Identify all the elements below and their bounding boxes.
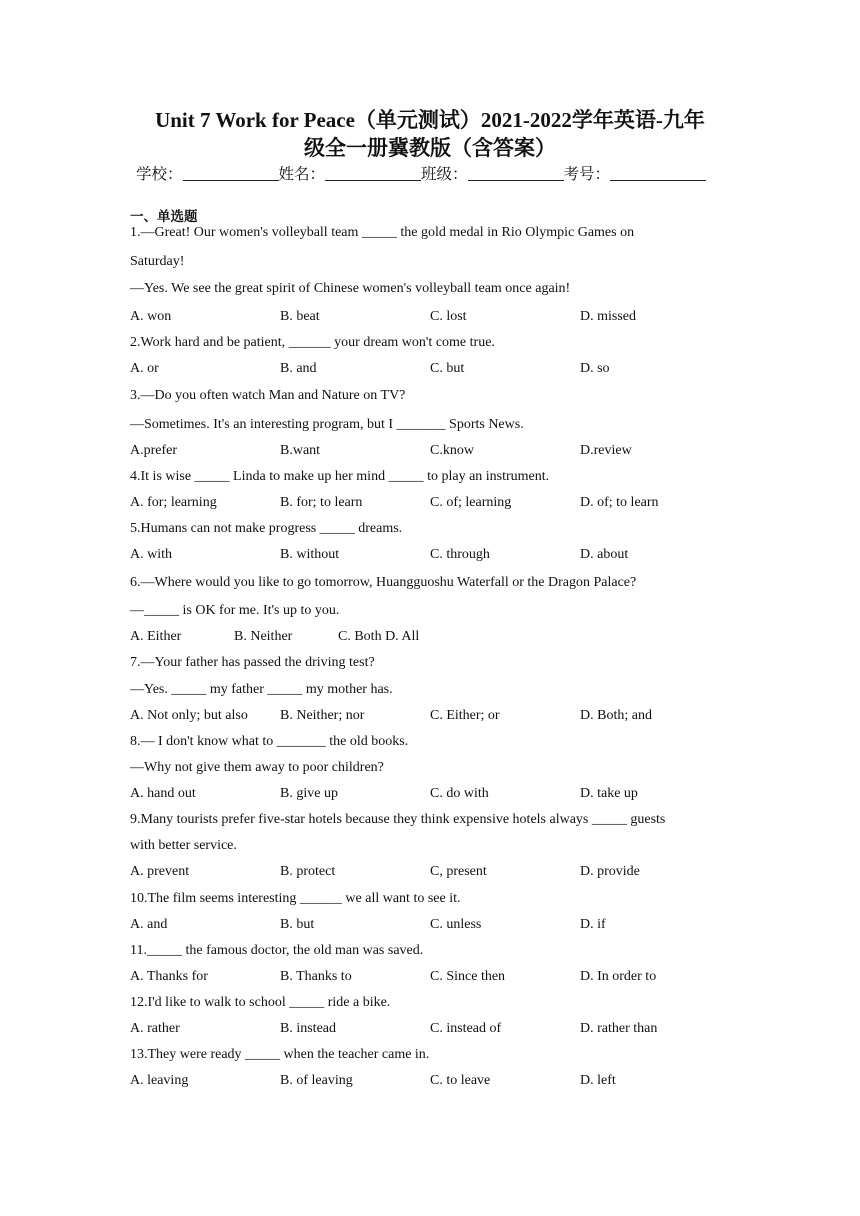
- option-c: C. lost: [430, 309, 467, 324]
- name-blank[interactable]: [325, 164, 421, 181]
- option-d: D. about: [580, 547, 629, 562]
- section-title: 一、单选题: [130, 209, 198, 224]
- option-a: A. or: [130, 361, 159, 376]
- option-a: A. and: [130, 917, 168, 932]
- option-c: C. instead of: [430, 1021, 502, 1036]
- exam-title-line-1: Unit 7 Work for Peace（单元测试）2021-2022学年英语-九年: [155, 108, 705, 132]
- option-a: A. hand out: [130, 786, 196, 801]
- question-line: 2.Work hard and be patient, ______ your dream won't come true.: [130, 335, 495, 350]
- student-info-row: [136, 162, 706, 184]
- question-line: 11._____ the famous doctor, the old man was saved.: [130, 943, 424, 958]
- option-c: C. Since then: [430, 969, 506, 984]
- option-c: C. unless: [430, 917, 482, 932]
- option-d: D. if: [580, 917, 606, 932]
- exam-number-label: 考号：: [563, 166, 611, 183]
- option-a: A. prevent: [130, 864, 190, 879]
- option-c: C.know: [430, 443, 474, 458]
- option-d: D. In order to: [580, 969, 657, 984]
- question-line: 13.They were ready _____ when the teacher came in.: [130, 1047, 430, 1062]
- option-a: A. Either: [130, 629, 182, 644]
- option-b: B. protect: [280, 864, 336, 879]
- option-d: D.review: [580, 443, 632, 458]
- option-d: D. missed: [580, 309, 636, 324]
- option-c: C, present: [430, 864, 487, 879]
- option-b: B. Neither; nor: [280, 708, 365, 723]
- question-line: 10.The film seems interesting ______ we all want to see it.: [130, 891, 461, 906]
- option-d: D. Both; and: [580, 708, 652, 723]
- class-blank[interactable]: [468, 164, 564, 181]
- question-line: —Sometimes. It's an interesting program, but I _______ Sports News.: [130, 417, 524, 432]
- option-b: B. beat: [280, 309, 320, 324]
- option-c-d: C. Both D. All: [338, 629, 420, 644]
- option-a: A. for; learning: [130, 495, 217, 510]
- option-d: D. rather than: [580, 1021, 658, 1036]
- question-line: —Yes. We see the great spirit of Chinese women's volleyball team once again!: [130, 281, 571, 296]
- option-b: B. of leaving: [280, 1073, 353, 1088]
- exam-number-blank[interactable]: [610, 164, 706, 181]
- question-line: Saturday!: [130, 254, 185, 269]
- option-c: C. through: [430, 547, 490, 562]
- question-line: —Yes. _____ my father _____ my mother has.: [130, 682, 393, 697]
- option-d: D. so: [580, 361, 610, 376]
- option-c: C. to leave: [430, 1073, 491, 1088]
- option-b: B.want: [280, 443, 321, 458]
- option-b: B. but: [280, 917, 315, 932]
- option-b: B. give up: [280, 786, 338, 801]
- exam-title-line-2: 级全一册冀教版（含答案）: [304, 136, 556, 160]
- option-a: A.prefer: [130, 443, 178, 458]
- option-a: A. with: [130, 547, 172, 562]
- school-blank[interactable]: [183, 164, 279, 181]
- option-b: B. for; to learn: [280, 495, 363, 510]
- option-c: C. do with: [430, 786, 489, 801]
- option-b: B. Thanks to: [280, 969, 352, 984]
- question-line: 3.—Do you often watch Man and Nature on TV?: [130, 388, 406, 403]
- school-label: 学校：: [136, 166, 183, 183]
- question-line: 6.—Where would you like to go tomorrow, Huangguoshu Waterfall or the Dragon Palace?: [130, 575, 637, 590]
- option-d: D. provide: [580, 864, 640, 879]
- option-c: C. Either; or: [430, 708, 500, 723]
- question-line: 9.Many tourists prefer five-star hotels because they think expensive hotels always _____ guests: [130, 812, 666, 827]
- option-a: A. won: [130, 309, 172, 324]
- option-d: D. of; to learn: [580, 495, 659, 510]
- name-label: 姓名：: [278, 166, 326, 183]
- option-c: C. but: [430, 361, 465, 376]
- option-b: B. and: [280, 361, 317, 376]
- question-line: 8.— I don't know what to _______ the old books.: [130, 734, 409, 749]
- option-a: A. Thanks for: [130, 969, 208, 984]
- question-line: 5.Humans can not make progress _____ dreams.: [130, 521, 403, 536]
- option-b: B. instead: [280, 1021, 336, 1036]
- question-line: 12.I'd like to walk to school _____ ride a bike.: [130, 995, 391, 1010]
- class-label: 班级：: [421, 166, 468, 183]
- option-d: D. left: [580, 1073, 616, 1088]
- question-line: with better service.: [130, 838, 237, 853]
- question-line: 4.It is wise _____ Linda to make up her mind _____ to play an instrument.: [130, 469, 550, 484]
- option-b: B. Neither: [234, 629, 293, 644]
- question-line: 1.—Great! Our women's volleyball team _____ the gold medal in Rio Olympic Games on: [130, 225, 635, 240]
- option-a: A. Not only; but also: [130, 708, 248, 723]
- question-line: 7.—Your father has passed the driving test?: [130, 655, 375, 670]
- option-a: A. rather: [130, 1021, 180, 1036]
- option-d: D. take up: [580, 786, 638, 801]
- question-line: —Why not give them away to poor children?: [130, 760, 384, 775]
- question-line: —_____ is OK for me. It's up to you.: [130, 603, 340, 618]
- option-b: B. without: [280, 547, 340, 562]
- option-c: C. of; learning: [430, 495, 512, 510]
- option-a: A. leaving: [130, 1073, 189, 1088]
